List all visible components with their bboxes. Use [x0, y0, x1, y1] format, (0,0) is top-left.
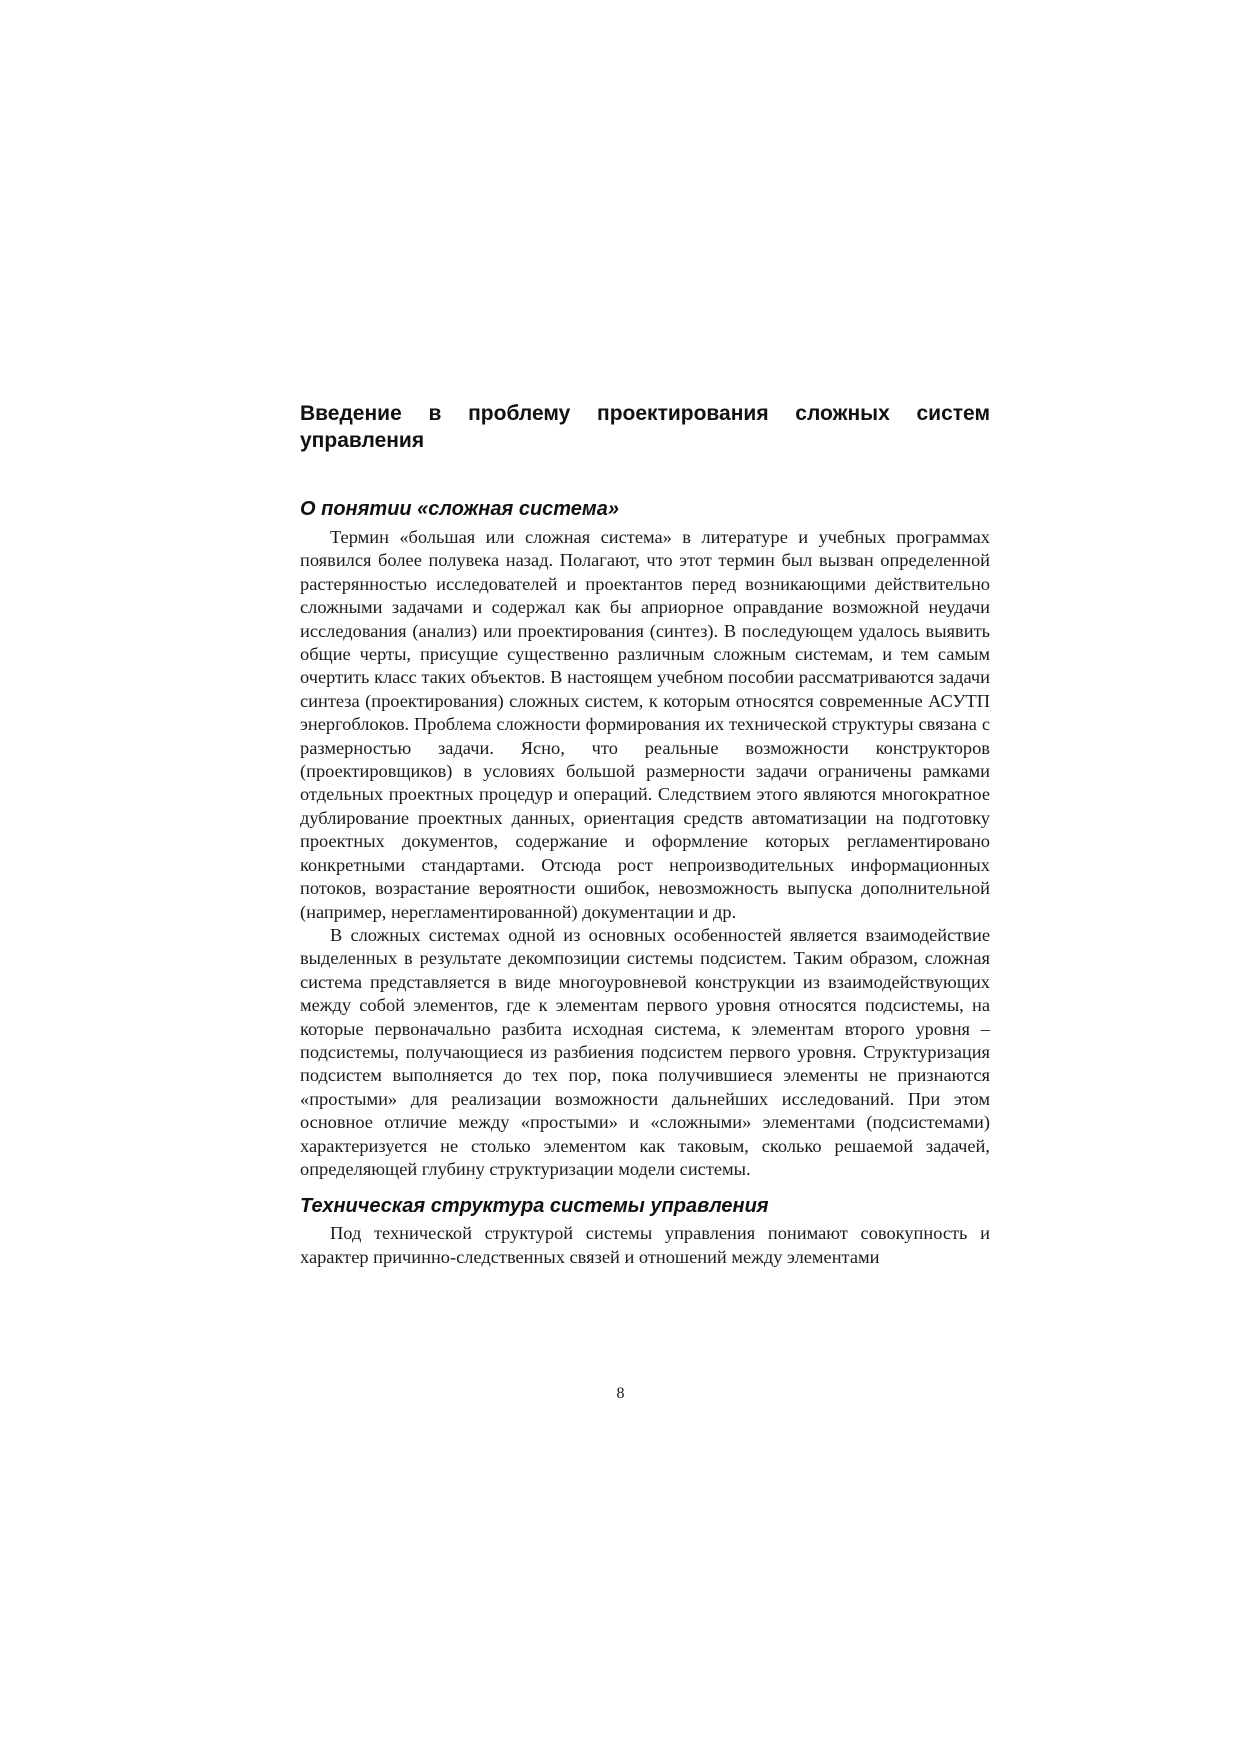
page-content: [300, 400, 990, 1269]
paragraph: В сложных системах одной из основных особенностей является взаимодействие выделенных в результате декомпозиции системы подсистем. Таким образом, сложная система представляется в виде многоуровневой конструкции из взаимодействующих между собой элементов, где к элементам первого уровня относятся подсистемы, на которые первоначально разбита исходная система, к элементам второго уровня – подсистемы, получающиеся из разбиения подсистем первого уровня. Структуризация подсистем выполняется до тех пор, пока получившиеся элементы не признаются «простыми» для реализации возможности дальнейших исследований. При этом основное отличие между «простыми» и «сложными» элементами (подсистемами) характеризуется не столько элементом как таковым, сколько решаемой задачей, определяющей глубину структуризации модели системы.: [300, 924, 990, 1179]
paragraph: Под технической структурой системы управления понимают совокупность и характер причинно-следственных связей и отношений между элементами: [300, 1223, 990, 1267]
paragraph: Термин «большая или сложная система» в литературе и учебных программах появился более полувека назад. Полагают, что этот термин был вызван определенной растерянностью исследователей и проектантов перед возникающими действительно сложными задачами и содержал как бы априорное оправдание возможной неудачи исследования (анализ) или проектирования (синтез). В последующем удалось выявить общие черты, присущие существенно различным сложным системам, и тем самым очертить класс таких объектов. В настоящем учебном пособии рассматриваются задачи синтеза (проектирования) сложных систем, к которым относятся современные АСУТП энергоблоков. Проблема сложности формирования их технической структуры связана с размерностью задачи. Ясно, что реальные возможности конструкторов (проектировщиков) в условиях большой размерности задачи ограничены рамками отдельных проектных процедур и операций. Следствием этого являются многократное дублирование проектных данных, ориентация средств автоматизации на подготовку проектных документов, содержание и оформление которых регламентировано конкретными стандартами. Отсюда рост непроизводительных информационных потоков, возрастание вероятности ошибок, невозможность выпуска дополнительной (например, нерегламентированной) документации и др.: [300, 527, 990, 922]
chapter-title: Введение в проблему проектирования сложных систем управления: [300, 402, 990, 452]
section-title-technical-structure: Техническая структура системы управления: [300, 1195, 769, 1218]
section-title-complex-system: О понятии «сложная система»: [300, 498, 619, 520]
page-number: 8: [616, 1385, 625, 1402]
